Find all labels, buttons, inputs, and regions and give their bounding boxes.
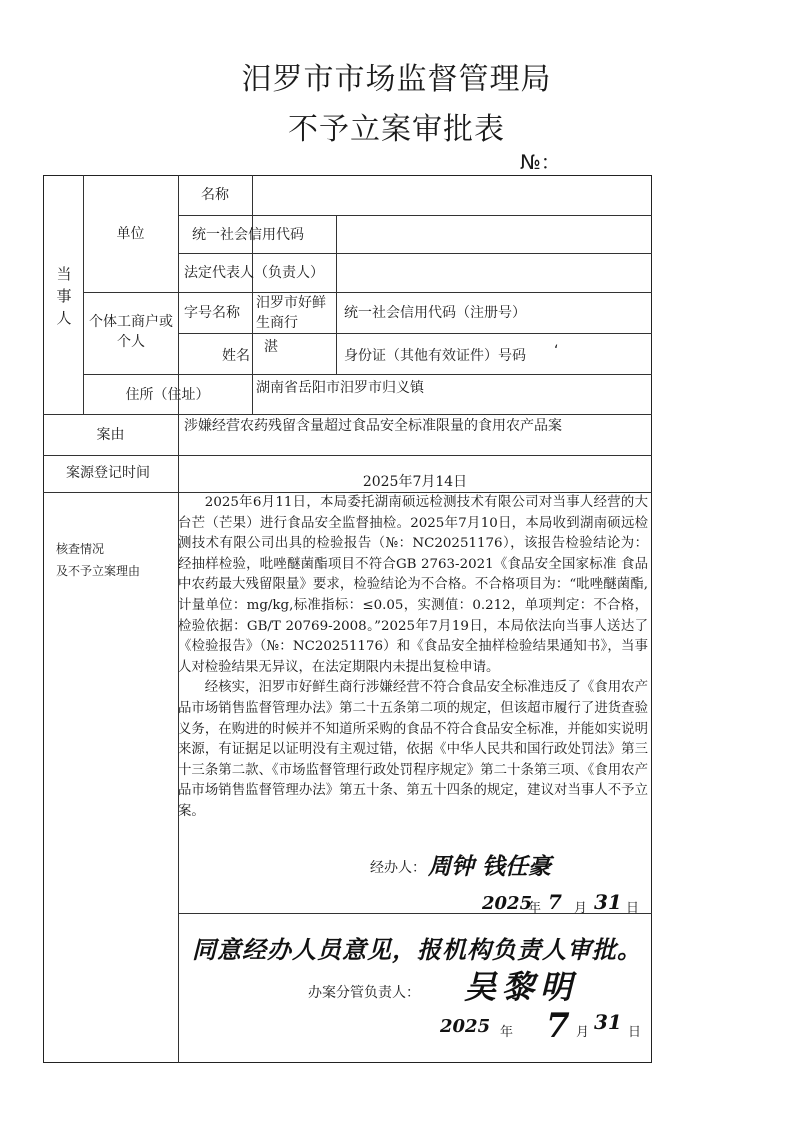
handler-date-year-unit: 年 (528, 901, 542, 916)
unit-credit-code-label: 统一社会信用代码 (192, 227, 304, 243)
row-divider (178, 333, 652, 334)
document-number-label: №： (520, 150, 561, 174)
supervisor-date-day: 31 (594, 1010, 622, 1034)
handler-date-month-unit: 月 (574, 901, 588, 916)
supervisor-date-month: 7 (546, 1006, 570, 1046)
findings-label-line1: 核查情况 (56, 542, 105, 556)
unit-name-label: 名称 (201, 187, 229, 203)
supervisor-date-day-unit: 日 (628, 1025, 642, 1040)
row-divider (43, 455, 652, 456)
findings-paragraph-2: 经核实，汨罗市好鲜生商行涉嫌经营不符合食品安全标准违反了《食用农产品市场销售监督管理办法》第二十五条第二项的规定，但该超市履行了进货查验义务，在购进的时候并不知道所采购的食品不符合食品安全标准，并能如实说明来源，有证据足以证明没有主观过错，依据《中华人民共和国行政处罚法》第三十三条第二款、《市场监督管理行政处罚程序规定》第二十条第三项、《食用农产品市场销售监督管理办法》第五十条、第五十四条的规定，建议对当事人不予立案。 (178, 680, 648, 819)
row-divider (83, 374, 652, 375)
shop-name-label: 字号名称 (184, 305, 240, 321)
registration-time-value: 2025年7月14日 (362, 474, 468, 490)
row-divider (43, 414, 652, 415)
row-divider (178, 215, 652, 216)
findings-label (56, 538, 176, 582)
address-label: 住所（住址） (125, 387, 210, 403)
handler-label: 经办人： (370, 860, 426, 876)
shop-name-value: 汨罗市好鲜生商行 (256, 295, 326, 331)
row-divider (83, 292, 652, 293)
findings-body (178, 493, 648, 823)
id-value: ‘ (554, 343, 559, 359)
person-name-label: 姓名 (222, 348, 250, 364)
handler-date-year: 2025 (482, 893, 533, 914)
approval-comment: 同意经办人员意见，报机构负责人审批。 (192, 935, 642, 964)
form-title: 不予立案审批表 (288, 112, 505, 147)
handler-date-month: 7 (548, 890, 562, 914)
unit-label: 单位 (116, 226, 145, 242)
column-divider (83, 175, 84, 414)
supervisor-label: 办案分管负责人： (308, 985, 420, 1001)
supervisor-date-year: 2025 (440, 1016, 491, 1037)
supervisor-date-month-unit: 月 (576, 1025, 590, 1040)
address-value: 湖南省岳阳市汨罗市归义镇 (256, 380, 424, 396)
findings-paragraph-1: 2025年6月11日，本局委托湖南硕远检测技术有限公司对当事人经营的大台芒（芒果）进行食品安全监督抽检。2025年7月10日，本局收到湖南硕远检测技术有限公司出具的检验报告（№：NC20251176），该报告检验结论为：经抽样检验，吡唑醚菌酯项目不符合GB 2763-2021《食品安全国家标准 食品中农药最大残留限量》要求，检验结论为不合格。不合格项目为：“吡唑醚菌酯,计量单位：mg/kg,标准指标：≤0.05，实测值：0.212，单项判定：不合格，检验依据：GB/T 20769-2008。”2025年7月19日，本局依法向当事人送达了《检验报告》（№：NC20251176）和《食品安全抽样检验结果通知书》，当事人对检验结果无异议，在法定期限内未提出复检申请。 (178, 495, 648, 675)
case-label: 案由 (96, 427, 125, 443)
unit-legal-rep-label: 法定代表人（负责人） (184, 265, 324, 281)
column-divider (336, 292, 337, 374)
handler-signature: 周钟 钱任豪 (428, 853, 552, 880)
supervisor-signature: 吴黎明 (464, 968, 579, 1006)
handler-date-day-unit: 日 (626, 901, 640, 916)
individual-label: 个体工商户或个人 (89, 314, 173, 350)
row-divider (178, 253, 652, 254)
id-label: 身份证（其他有效证件）号码 (344, 348, 526, 364)
party-label: 当事人 (56, 265, 72, 327)
person-name-value: 湛 (264, 339, 278, 355)
handler-date-day: 31 (594, 890, 622, 914)
case-value: 涉嫌经营农药残留含量超过食品安全标准限量的食用农产品案 (184, 418, 562, 434)
supervisor-date-year-unit: 年 (500, 1025, 514, 1040)
shop-credit-code-label: 统一社会信用代码（注册号） (344, 305, 526, 321)
agency-title: 汨罗市市场监督管理局 (241, 62, 552, 97)
registration-time-label: 案源登记时间 (66, 465, 150, 481)
findings-label-line2: 及不予立案理由 (56, 564, 141, 578)
